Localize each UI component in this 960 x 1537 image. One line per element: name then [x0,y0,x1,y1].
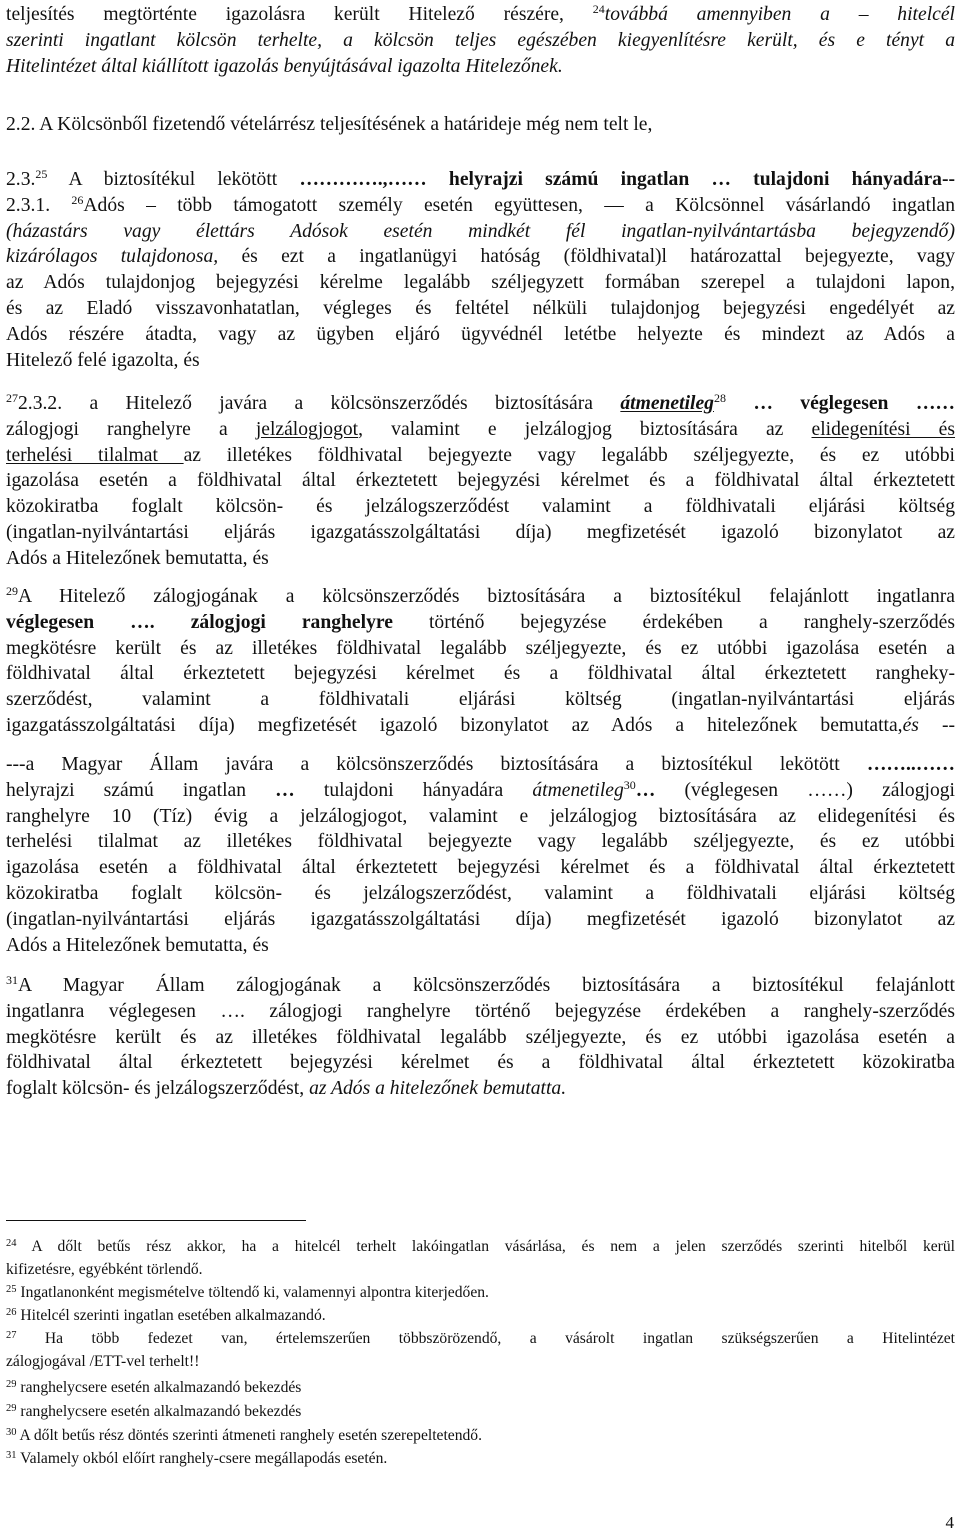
text-line [6,443,955,469]
italic-span: az Adós a hitelezőnek bemutatta. [309,1078,567,1100]
text-line [6,417,955,443]
text-line: ranghelyre 10 (Tíz) évig a jelzálogjogot, valamint e jelzálogjog biztosítására az elidegenítési és [6,805,955,827]
text-line [6,219,955,245]
text-span: 2.3.2. a Hitelező javára a kölcsönszerződés biztosítására [18,393,621,414]
text-line: terhelési tilalmat az illetékes földhivatal bejegyezte vagy legalább széljegyezte, és ez utóbbi [6,831,955,853]
footnote-line [6,1448,955,1471]
bold-span: ……..…… [866,754,955,775]
paragraph-31 [6,973,955,1102]
text-line: közokiratba foglalt kölcsön- és jelzálogszerződést valamint a földhivatali eljárási költség [6,496,955,518]
footnote-ref[interactable]: 29 [6,584,18,598]
text-line: Adós részére átadta, vagy az ügyben eljáró ügyvédnél letétbe helyezte és mindezt az Adós a [6,323,955,345]
text-line [6,778,955,804]
paragraph-29 [6,584,955,739]
footnote-number: 24 [6,1238,17,1249]
footnote-separator [6,1220,306,1221]
text-span: (véglegesen ……) zálogjogi [655,779,955,801]
italic-span: (házastárs vagy élettárs Adósok esetén mindkét fél ingatlan-nyilvántartásba bejegyzendő) [6,220,955,242]
text-span: és ezt a ingatlanügyi hatóság (földhivatal)l határozattal bejegyezte, vagy [218,246,956,268]
text-line: földhivatal által érkeztetett bejegyzési kérelmet és a földhivatal által érkeztetett közokiratba [6,1052,955,1074]
text-line [6,244,955,270]
text-line: igazolása esetén a földhivatal által érkeztetett bejegyzési kérelmet és a földhivatal által érkeztetett [6,470,955,492]
bold-span: … [275,779,295,801]
footnote-number: 30 [6,1427,17,1438]
paragraph-2-2 [6,112,955,138]
footnote-27 [6,1328,955,1373]
text-line [6,752,955,778]
underlined-span: jelzálogjogot [255,418,359,440]
bold-span: … [635,779,656,801]
footnote-text: A dőlt betűs rész akkor, ha a hitelcél terhelt lakóingatlan vásárlása, és nem a jelen szerződés szerinti hitelből kerül [31,1238,955,1255]
italic-span: kizárólagos tulajdonosa, [6,246,219,268]
text-line: (ingatlan-nyilvántartási eljárás igazgatásszolgáltatási díja) megfizetését igazoló bizonylatot az [6,908,955,930]
footnote-text: A dőlt betűs rész döntés szerinti átmeneti ranghely esetén szerepeltetendő. [19,1427,482,1444]
footnote-31 [6,1448,955,1471]
footnote-text: ranghelycsere esetén alkalmazandó bekezdés [20,1379,302,1396]
footnote-line [6,1305,955,1328]
text-line: 2.2. A Kölcsönből fizetendő vételárrész teljesítésének a határideje még nem telt le, [6,114,653,135]
text-line: az Adós tulajdonjog bejegyzési kérelme legalább széljegyzett formában szerepel a tulajdoni lapon, [6,272,955,294]
section-number: 2.3.1. [6,194,72,216]
bold-italic-span: átmenetileg [620,393,714,414]
footnote-line [6,1282,955,1305]
footnote-line: kifizetésre, egyébként törlendő. [6,1260,203,1278]
footnote-number: 25 [6,1284,17,1295]
text-line: közokiratba foglalt kölcsön- és jelzálogszerződést, valamint a földhivatali eljárási költség [6,882,955,904]
page-number: 4 [945,1513,954,1532]
italic-span: átmenetileg [532,779,624,801]
footnote-ref[interactable]: 25 [35,167,48,181]
text-span: ---a Magyar Állam javára a kölcsönszerződés biztosítására a biztosítékul lekötött [6,754,867,775]
footnote-text: Ha több fedezet van, értelemszerűen többszörözendő, a vásárolt ingatlan szükségszerűen a Hitelintézet [44,1330,955,1347]
footnote-29b [6,1401,955,1424]
text-span: -- [918,714,956,736]
footnote-text: Hitelcél szerinti ingatlan esetében alkalmazandó. [20,1307,326,1324]
footnote-number: 29 [6,1379,17,1390]
text-line [6,713,955,739]
footnote-24 [6,1236,955,1281]
footnote-26 [6,1305,955,1328]
bold-span: véglegesen …. zálogjogi ranghelyre [6,611,393,633]
text-line: megkötésre került és az illetékes földhivatal legalább széljegyezte, és ez utóbbi igazolása esetén a [6,1026,955,1048]
footnote-text: Valamely okból előírt ranghely-csere megállapodás esetén. [20,1450,388,1467]
text-span: tulajdoni hányadára [294,779,533,801]
footnote-number: 26 [6,1307,17,1318]
footnote-text: Ingatlanonként megismételve töltendő ki, valamennyi alpontra kiterjedően. [20,1284,489,1301]
underlined-span: terhelési tilalmat [6,444,184,466]
text-line [6,1076,955,1102]
italic-span: Hitelintézet által kiállított igazolás benyújtásával igazolta Hitelezőnek. [6,55,563,77]
text-line: ingatlanra véglegesen …. zálogjogi ranghelyre történő bejegyzése érdekében a ranghely-szerződés [6,1000,955,1022]
text-line: Hitelező felé igazolta, és [6,349,200,371]
text-line [6,193,955,219]
text-line: Adós a Hitelezőnek bemutatta, és [6,934,269,956]
paragraph-magyar-allam [6,752,955,958]
paragraph-2-3-2 [6,391,955,572]
text-line [6,610,955,636]
footnote-30 [6,1425,955,1448]
footnote-line [6,1236,955,1259]
footnote-ref[interactable]: 30 [623,777,636,792]
footnote-ref[interactable]: 28 [713,391,726,405]
italic-span: továbbá amennyiben a – hitelcél [604,4,955,25]
italic-span: és [902,714,919,736]
text-span: A Hitelező zálogjogának a kölcsönszerződés biztosítására a biztosítékul felajánlott ingatlanra [18,586,955,607]
footnote-number: 31 [6,1450,17,1461]
text-span: teljesítés megtörténte igazolásra került Hitelező részére, [6,4,593,25]
section-number: 2.3. [6,169,36,190]
text-span: Adós – több támogatott személy esetén együttesen, –– a Kölcsönnel vásárlandó ingatlan [83,194,956,216]
footnote-25 [6,1282,955,1305]
footnote-29a [6,1377,955,1400]
footnote-ref[interactable]: 27 [6,391,18,405]
bold-span: … véglegesen …… [725,393,956,414]
text-line: és az Eladó visszavonhatatlan, végleges és feltétel nélküli tulajdonjog bejegyzési engedélyét az [6,297,955,319]
text-span: zálogjogi ranghelyre a [6,418,256,440]
text-span: igazgatásszolgáltatási díja) megfizetését igazoló bizonylatot az Adós a hitelezőnek bemutatta, [6,714,903,736]
text-span: helyrajzi számú ingatlan [6,779,276,801]
text-line: (ingatlan-nyilvántartási eljárás igazgatásszolgáltatási díja) megfizetését igazoló bizonylatot az [6,521,955,543]
text-line: igazolása esetén a földhivatal által érkeztetett bejegyzési kérelmet és a földhivatal által érkeztetett [6,857,955,879]
footnote-line [6,1377,955,1400]
underlined-span: elidegenítési és [811,418,956,440]
footnote-ref[interactable]: 24 [592,2,605,16]
paragraph-intro [6,2,955,79]
footnote-line [6,1328,955,1351]
footnote-text: ranghelycsere esetén alkalmazandó bekezdés [20,1403,302,1420]
footnote-line: zálogjogával /ETT-vel terhelt!! [6,1352,200,1370]
paragraph-2-3 [6,167,955,373]
footnote-number: 27 [6,1330,17,1341]
bold-span: ………….,…… helyrajzi számú ingatlan … tulajdoni hányadára-- [299,169,955,190]
text-line: Adós a Hitelezőnek bemutatta, és [6,547,269,569]
text-line [6,973,955,999]
text-span: az illetékes földhivatal bejegyezte vagy legalább széljegyezte, és ez utóbbi [183,444,955,466]
text-span: A biztosítékul lekötött [47,169,300,190]
text-span: A Magyar Állam zálogjogának a kölcsönszerződés biztosítására a biztosítékul felajánlott [18,975,955,996]
text-line: szerződést, valamint a földhivatali eljárási költség (ingatlan-nyilvántartási eljárás [6,689,955,711]
text-span: foglalt kölcsön- és jelzálogszerződést, [6,1078,310,1100]
text-span: történő bejegyzése érdekében a ranghely-szerződés [392,611,955,633]
text-line [6,391,955,417]
text-line [6,28,955,54]
footnote-ref[interactable]: 31 [6,973,18,987]
text-span: , valamint e jelzálogjog biztosítására az [358,418,812,440]
text-line [6,54,955,80]
text-line: megkötésre került és az illetékes földhivatal legalább széljegyezte, és ez utóbbi igazolása esetén a [6,637,955,659]
footnote-number: 29 [6,1403,17,1414]
footnote-line [6,1425,955,1448]
text-line [6,167,955,193]
footnote-ref[interactable]: 26 [71,192,84,207]
text-line [6,584,955,610]
footnote-line [6,1401,955,1424]
text-line [6,2,955,28]
text-line: földhivatal által érkeztetett bejegyzési kérelmet és a földhivatal által érkeztetett rangheky- [6,663,955,685]
italic-span: szerinti ingatlant kölcsön terhelte, a kölcsön teljes egészében kiegyenlítésre került, és e tényt a [6,29,955,51]
